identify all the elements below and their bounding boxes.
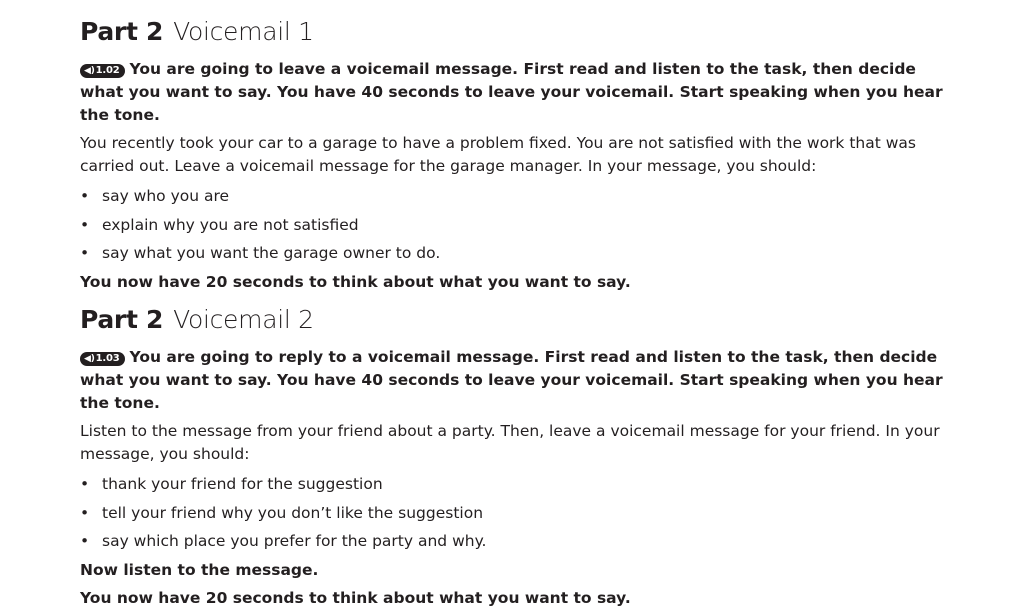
audio-track-badge[interactable] [80,352,125,366]
scenario-text: Listen to the message from your friend about a party. Then, leave a voicemail message for your friend. In your message, you should: [80,422,940,463]
section-subtitle: Voicemail 2 [173,305,314,334]
part-label: Part 2 [80,17,164,46]
voicemail-1-section [80,15,960,296]
list-item-text: say what you want the garage owner to do. [102,244,441,262]
track-number: 1.02 [95,65,120,76]
list-item [80,239,960,268]
bullet-list [80,470,960,556]
section-subtitle: Voicemail 1 [173,17,314,46]
section-heading [80,303,960,337]
bullet-icon: • [80,187,90,205]
audio-track-badge[interactable] [80,64,125,78]
list-item [80,527,960,556]
list-item [80,182,960,211]
bullet-icon: • [80,215,90,234]
list-item-text: explain why you are not satisfied [102,215,359,234]
section-heading [80,15,960,49]
voicemail-2-section [80,303,960,613]
bullet-list [80,182,960,268]
bullet-icon: • [80,532,90,550]
task-instructions [80,346,960,415]
list-item [80,211,960,240]
speaker-icon: ◀) [84,354,95,364]
closing-instruction: You now have 20 seconds to think about what you want to say. [80,589,631,607]
speaker-icon: ◀) [84,66,95,76]
list-item-text: tell your friend why you don’t like the suggestion [102,503,484,522]
bullet-icon: • [80,503,90,522]
task-text: You are going to leave a voicemail message. First read and listen to the task, then decide what you want to say. You have 40 seconds to leave your voicemail. Start speaking when you hear the tone. [80,60,943,124]
closing-instruction: You now have 20 seconds to think about what you want to say. [80,272,631,291]
list-item-text: say which place you prefer for the party and why. [102,532,487,550]
listen-instruction: Now listen to the message. [80,560,319,579]
task-text: You are going to reply to a voicemail message. First read and listen to the task, then decide what you want to say. You have 40 seconds to leave your voicemail. Start speaking when you hear the tone. [80,348,943,412]
bullet-icon: • [80,475,90,493]
part-label: Part 2 [80,305,164,334]
list-item [80,470,960,499]
bullet-icon: • [80,244,90,262]
list-item-text: thank your friend for the suggestion [102,475,383,493]
track-number: 1.03 [95,353,120,364]
scenario-text: You recently took your car to a garage to have a problem fixed. You are not satisfied with the work that was carried out. Leave a voicemail message for the garage manager. In your message, you should: [80,134,916,175]
list-item-text: say who you are [102,187,230,205]
list-item [80,499,960,528]
task-instructions [80,58,960,127]
